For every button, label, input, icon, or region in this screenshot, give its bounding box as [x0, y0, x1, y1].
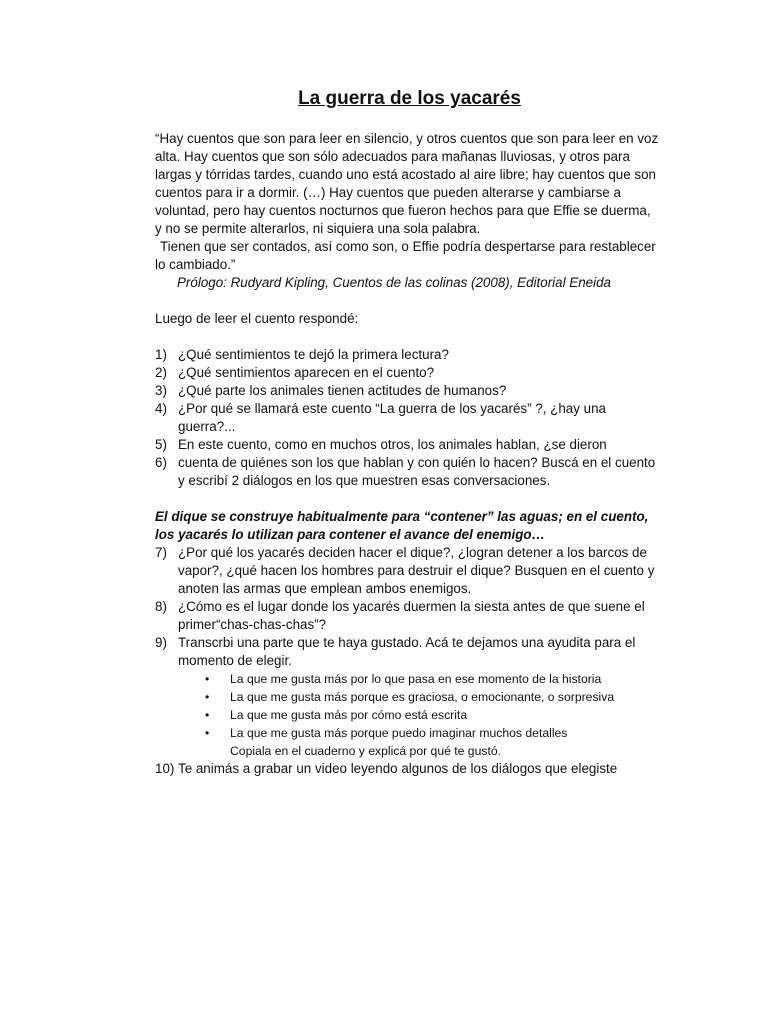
bullet-item [205, 670, 660, 688]
question-text: ¿Qué sentimientos aparecen en el cuento? [178, 365, 435, 380]
questions-list-part2 [155, 544, 660, 670]
bullet-followup: Copiala en el cuaderno y explicá por qué te gustó. [230, 744, 502, 758]
quote-paragraph-1: “Hay cuentos que son para leer en silencio, y otros cuentos que son para leer en voz alta. Hay cuentos que son sólo adecuados para mañanas lluviosas, y otros para largas y tórridas tardes, cuando uno está acostado al aire libre; hay cuentos que son cuentos para ir a dormir. (…) Hay cuentos que pueden alterarse y cambiarse a voluntad, pero hay cuentos nocturnos que fueron hechos para que Effie se duerma, y no se permite alterarlos, ni siquiera una sola palabra. [155, 131, 659, 236]
document-page [155, 86, 660, 778]
question-item [155, 382, 660, 400]
bullet-text: La que me gusta más por lo que pasa en ese momento de la historia [230, 672, 602, 686]
question-number: 9) [155, 635, 167, 650]
dique-note: El dique se construye habitualmente para “contener” las aguas; en el cuento, los yacarés lo utilizan para contener el avance del enemigo… [155, 509, 649, 542]
quote-paragraph-2: Tienen que ser contados, así como son, o Effie podría despertarse para restablecer lo cambiado.” [155, 239, 656, 272]
question-number: 2) [155, 365, 167, 380]
questions-list-part3 [155, 760, 660, 778]
question-item [155, 544, 660, 598]
question-number: 8) [155, 599, 167, 614]
bullet-icon: • [205, 708, 210, 722]
bullet-text: La que me gusta más por cómo está escrita [230, 708, 468, 722]
question-item [155, 436, 660, 454]
question-number: 1) [155, 347, 167, 362]
bullet-icon: • [205, 690, 210, 704]
question-text: cuenta de quiénes son los que hablan y con quién lo hacen? Buscá en el cuento y escribí 2 diálogos en los que muestren esas conversaciones. [178, 455, 656, 488]
kipling-quote [155, 130, 660, 274]
question-item [155, 346, 660, 364]
question-text: ¿Por qué se llamará este cuento “La guerra de los yacarés” ?, ¿hay una guerra?... [178, 401, 606, 434]
question-text: ¿Cómo es el lugar donde los yacarés duermen la siesta antes de que suene el primer“chas-chas-chas”? [178, 599, 645, 632]
question-item [155, 598, 660, 634]
question-item [155, 760, 660, 778]
bullet-icon: • [205, 726, 210, 740]
bullet-item [205, 706, 660, 724]
question-item [155, 364, 660, 382]
instructions-intro: Luego de leer el cuento respondé: [155, 311, 359, 326]
bullet-item [205, 688, 660, 706]
question-item [155, 454, 660, 490]
question-text: En este cuento, como en muchos otros, los animales hablan, ¿se dieron [178, 437, 607, 452]
question-number: 4) [155, 401, 167, 416]
bullet-icon: • [205, 672, 210, 686]
questions-list-part1 [155, 346, 660, 490]
bullet-text: La que me gusta más porque puedo imaginar muchos detalles [230, 726, 568, 740]
question-text: ¿Qué sentimientos te dejó la primera lectura? [178, 347, 449, 362]
question-item [155, 634, 660, 670]
question-number: 10) [155, 761, 175, 776]
question-text: Transcrbi una parte que te haya gustado. Acá te dejamos una ayudita para el momento de elegir. [178, 635, 636, 668]
question-text: ¿Qué parte los animales tienen actitudes de humanos? [178, 383, 507, 398]
question-number: 6) [155, 455, 167, 470]
criteria-bullet-list [155, 670, 660, 760]
quote-source: Prólogo: Rudyard Kipling, Cuentos de las colinas (2008), Editorial Eneida [177, 275, 611, 290]
bullet-text: La que me gusta más porque es graciosa, o emocionante, o sorpresiva [230, 690, 615, 704]
question-text: ¿Por qué los yacarés deciden hacer el dique?, ¿logran detener a los barcos de vapor?, ¿qué hacen los hombres para destruir el dique? Busquen en el cuento y anoten las armas que emplean ambos enemigos. [178, 545, 655, 596]
question-number: 3) [155, 383, 167, 398]
bullet-item [205, 724, 660, 760]
question-number: 5) [155, 437, 167, 452]
page-title: La guerra de los yacarés [298, 88, 521, 109]
question-text: Te animás a grabar un video leyendo algunos de los diálogos que elegiste [178, 761, 618, 776]
question-item [155, 400, 660, 436]
question-number: 7) [155, 545, 167, 560]
